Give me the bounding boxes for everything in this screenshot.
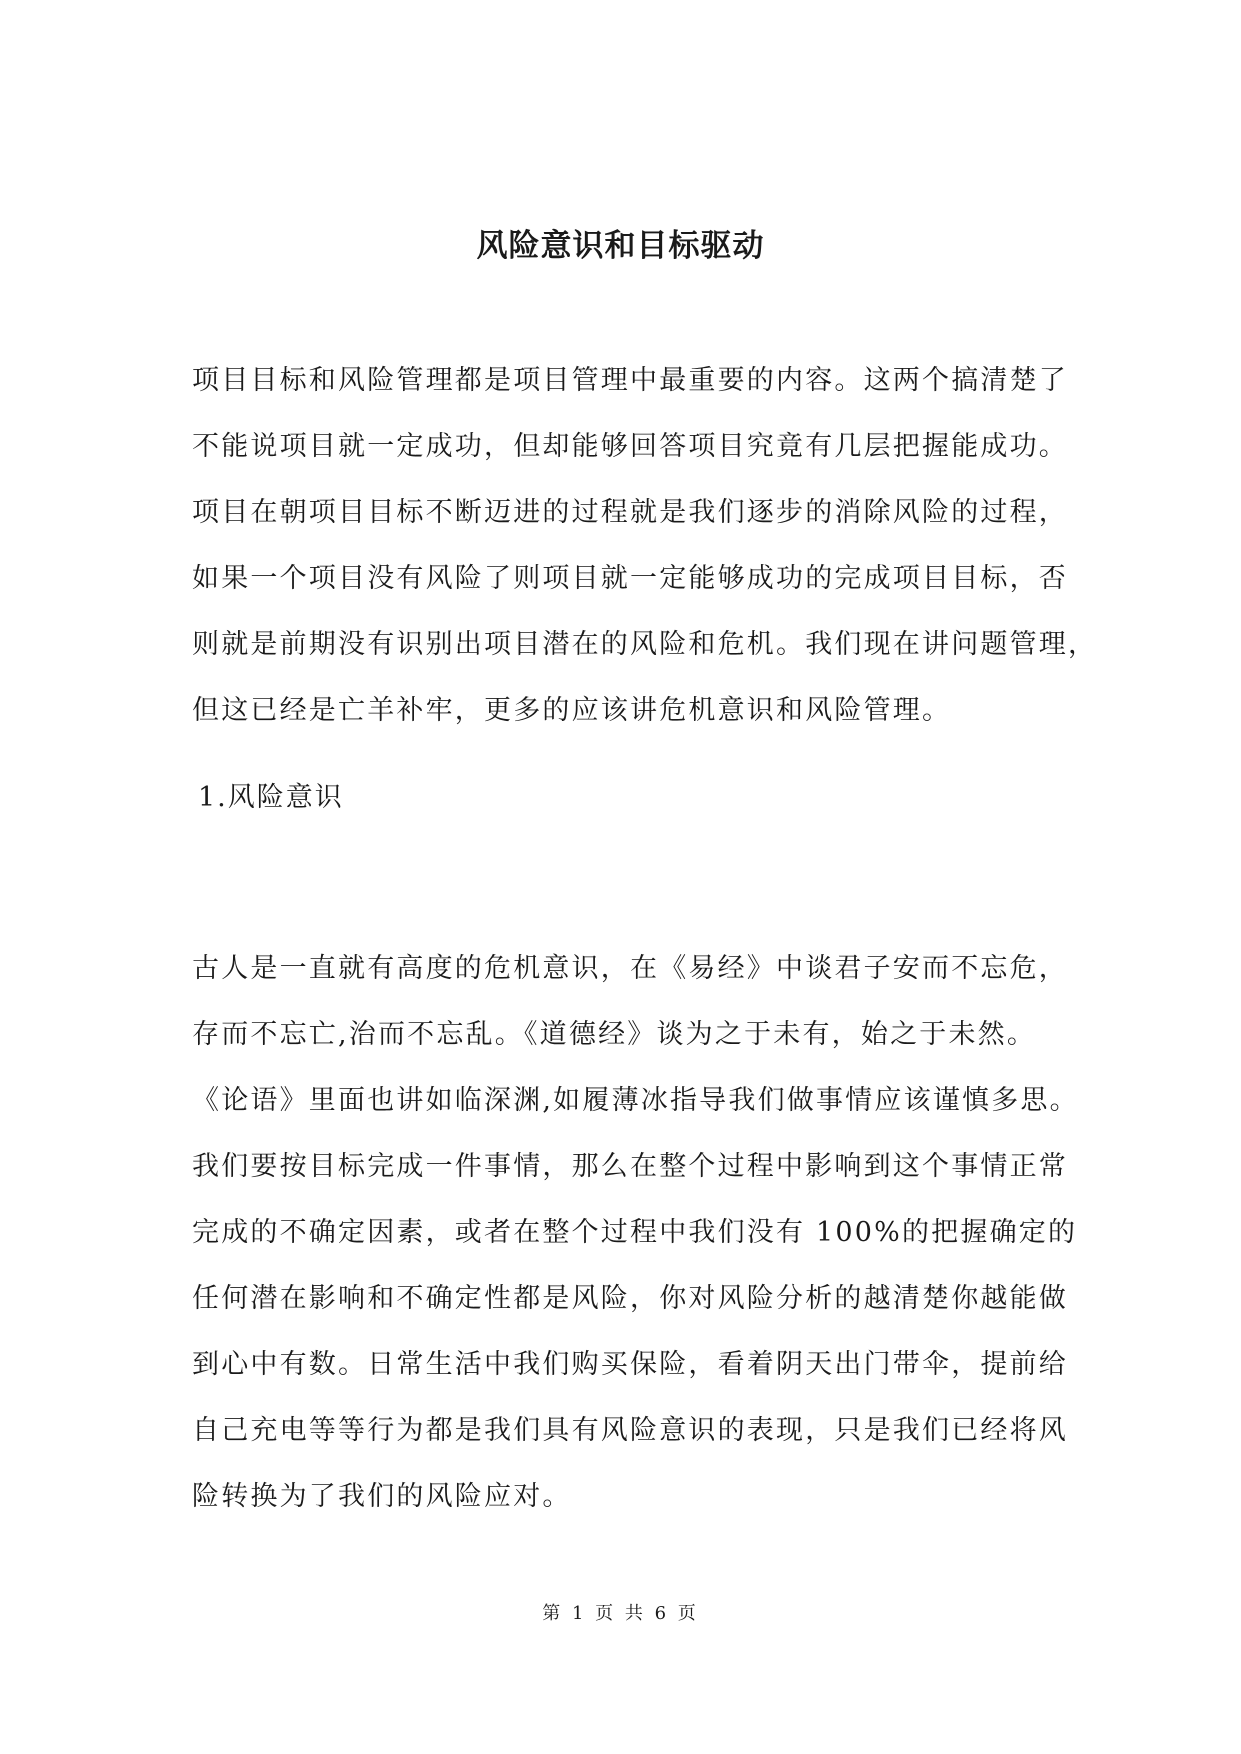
paragraph-line: 《论语》里面也讲如临深渊,如履薄冰指导我们做事情应该谨慎多思。 <box>192 1085 1079 1116</box>
paragraph-line: 完成的不确定因素，或者在整个过程中我们没有 100%的把握确定的 <box>192 1217 1078 1248</box>
paragraph-line: 存而不忘亡,治而不忘乱。《道德经》谈为之于未有，始之于未然。 <box>192 1019 1037 1050</box>
paragraph-line: 如果一个项目没有风险了则项目就一定能够成功的完成项目目标，否 <box>192 563 1068 594</box>
paragraph-line: 不能说项目就一定成功，但却能够回答项目究竟有几层把握能成功。 <box>192 431 1068 462</box>
section-paragraph <box>192 936 1079 1530</box>
paragraph-line: 古人是一直就有高度的危机意识，在《易经》中谈君子安而不忘危， <box>192 953 1068 984</box>
section-heading: 1.风险意识 <box>198 782 344 813</box>
paragraph-line: 我们要按目标完成一件事情，那么在整个过程中影响到这个事情正常 <box>192 1151 1068 1182</box>
paragraph-line: 则就是前期没有识别出项目潜在的风险和危机。我们现在讲问题管理， <box>192 629 1098 660</box>
document-title: 风险意识和目标驱动 <box>476 228 765 264</box>
paragraph-line: 但这已经是亡羊补牢，更多的应该讲危机意识和风险管理。 <box>192 695 952 726</box>
paragraph-line: 项目在朝项目目标不断迈进的过程就是我们逐步的消除风险的过程， <box>192 497 1068 528</box>
page-number-footer: 第 1 页 共 6 页 <box>542 1603 699 1624</box>
paragraph-line: 任何潜在影响和不确定性都是风险，你对风险分析的越清楚你越能做 <box>192 1283 1068 1314</box>
paragraph-line: 自己充电等等行为都是我们具有风险意识的表现，只是我们已经将风 <box>192 1415 1068 1446</box>
intro-paragraph <box>192 348 1098 744</box>
paragraph-line: 险转换为了我们的风险应对。 <box>192 1481 572 1512</box>
paragraph-line: 到心中有数。日常生活中我们购买保险，看着阴天出门带伞，提前给 <box>192 1349 1068 1380</box>
paragraph-line: 项目目标和风险管理都是项目管理中最重要的内容。这两个搞清楚了 <box>192 365 1068 396</box>
